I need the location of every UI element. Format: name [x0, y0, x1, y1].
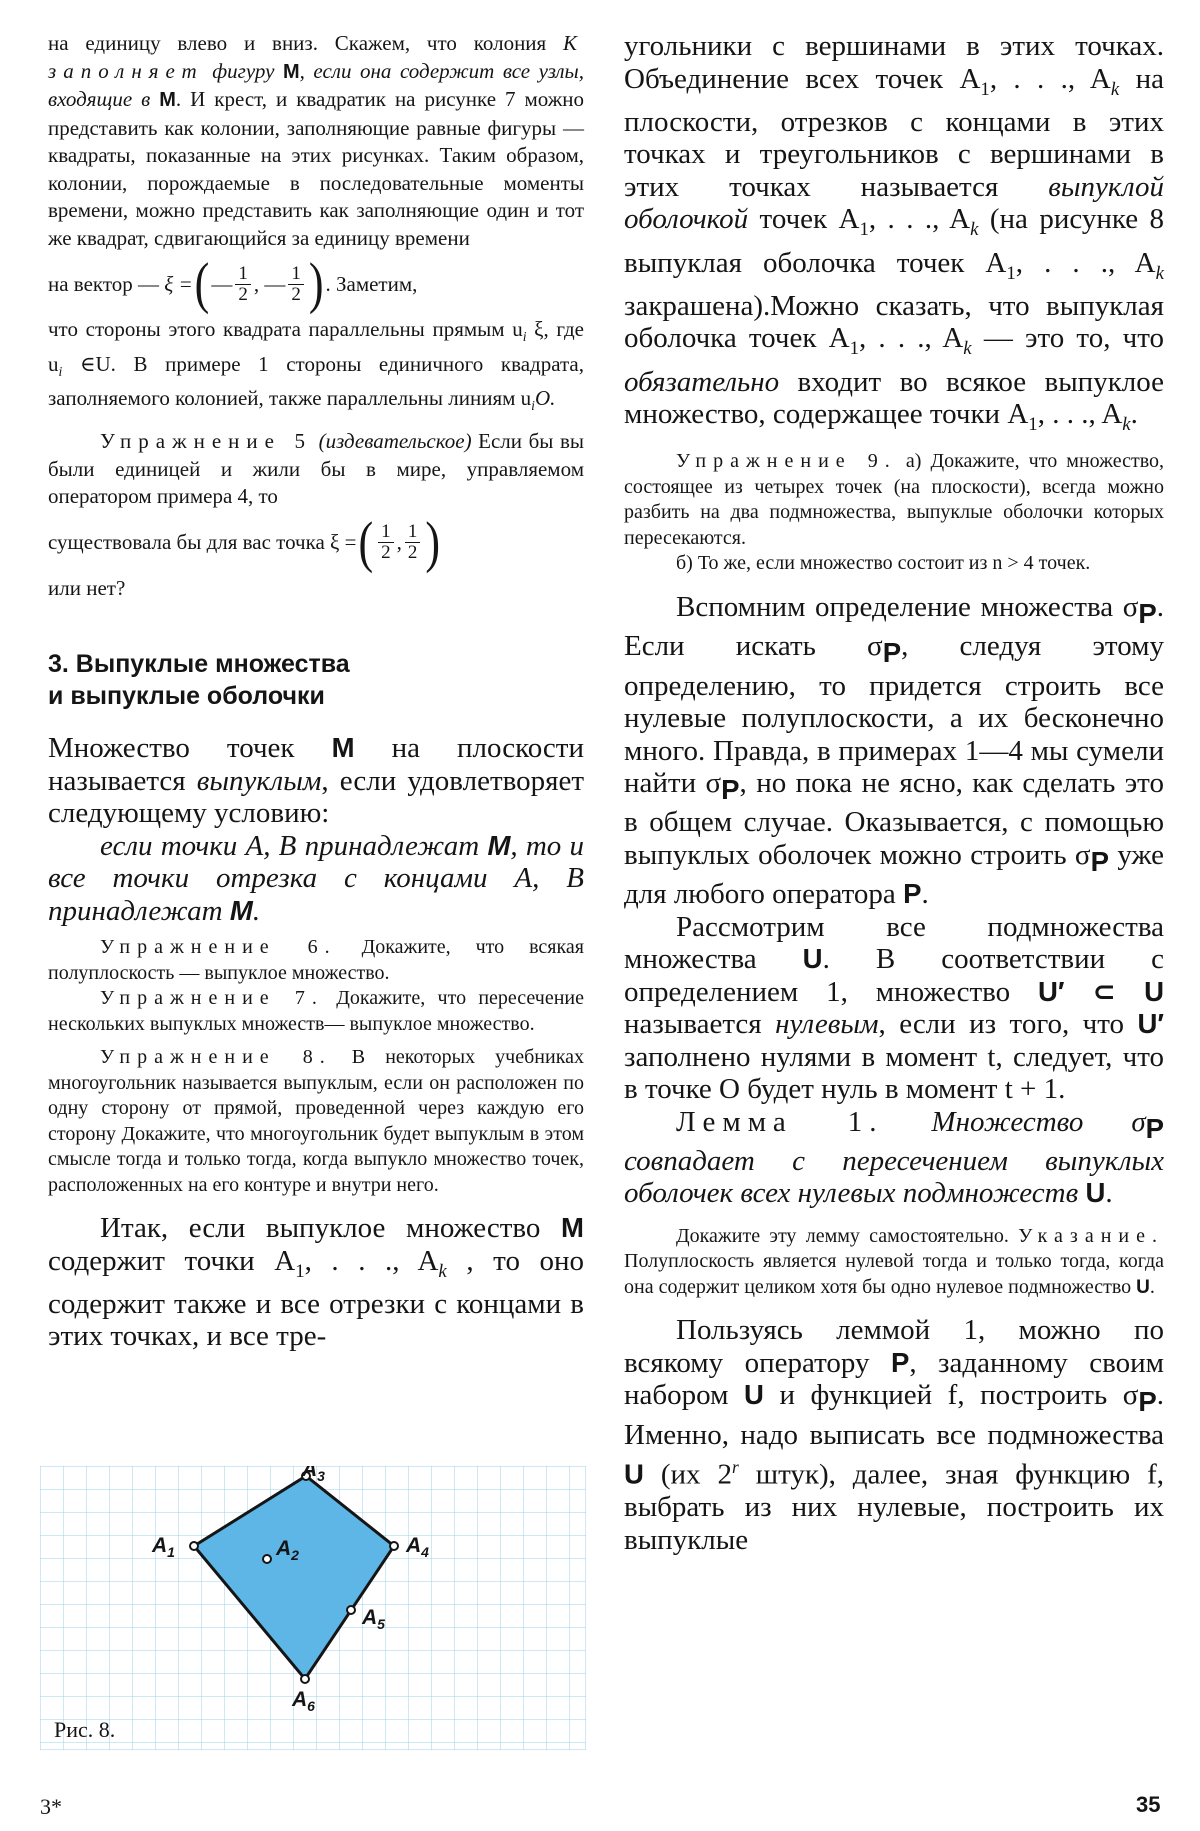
text: Докажите, что всякая полуплоскость — выпуклое множество. [48, 936, 584, 984]
label-subscript: 6 [307, 1698, 315, 1714]
text: P [882, 637, 902, 669]
exercise-7 [48, 986, 584, 1037]
text: k [1155, 262, 1164, 284]
left-column [48, 30, 584, 1353]
exercise-label: Упражнение 9. [676, 450, 897, 473]
text: . [1105, 1177, 1113, 1210]
point-a2 [263, 1555, 271, 1563]
figure-8 [40, 1466, 586, 1750]
paren-open: ( [194, 251, 210, 316]
text: 1 [295, 1260, 305, 1282]
text: М [331, 732, 355, 764]
text: , но пока не ясно, как сделать это в общем случае. Оказывается, с помощью выпуклых оболочек можно строить σ [624, 767, 1164, 871]
text: P [903, 878, 922, 910]
text: существовала бы для вас точка ξ = [48, 530, 357, 555]
comma: , [396, 530, 402, 555]
text: P [1090, 845, 1109, 877]
numerator: 1 [288, 264, 304, 285]
text: U′ [1137, 1008, 1164, 1040]
text: закрашена).Можно сказать, что выпуклая оболочка точек A [624, 289, 1164, 355]
exercise-5 [48, 428, 584, 511]
text: Если бы вы были единицей и жили бы в мире, управляемом оператором примера 4, то [48, 429, 585, 509]
signature-mark: 3* [40, 1794, 62, 1819]
text: P [1138, 597, 1157, 629]
comma: , — [253, 271, 286, 296]
text: К заполняет [48, 31, 584, 83]
paragraph-itak [48, 1212, 584, 1353]
text: на единицу влево и вниз. Скажем, что колония [48, 31, 564, 55]
text: нулевым [775, 1008, 879, 1041]
text: . В соответствии с определением 1, множество [624, 943, 1165, 1008]
text: P [721, 773, 740, 805]
text: Множество σ [883, 1105, 1146, 1138]
text: 1 [849, 338, 859, 360]
text: на вектор — [48, 271, 159, 296]
definition-condition [48, 830, 584, 928]
paragraph-construct [624, 1314, 1164, 1556]
text: U [802, 943, 823, 975]
text: угольники с вершинами в этих точках. Объединение всех точек A [624, 30, 1164, 95]
text: U [624, 1458, 644, 1490]
exercise-9b: б) То же, если множество состоит из n > 4 точек. [676, 552, 1091, 575]
label-subscript: 5 [377, 1616, 385, 1632]
exercise-label: Упражнение 6. [100, 936, 337, 959]
paren-close: ) [425, 510, 441, 574]
denominator: 2 [407, 542, 418, 564]
text: 1 [859, 219, 869, 241]
lemma-proof-hint [624, 1224, 1164, 1301]
label-letter: A [292, 1688, 308, 1711]
fraction [288, 264, 304, 305]
fraction [378, 522, 394, 563]
text: Рассмотрим все подмножества множества [624, 910, 1164, 976]
section-heading [48, 648, 584, 712]
text: , . . ., A [868, 203, 971, 236]
paragraph-sides [48, 316, 584, 420]
lemma-label: Лемма 1. [676, 1105, 884, 1138]
minus: — [211, 271, 233, 296]
exercise-label: Упражнение 7. [100, 987, 324, 1010]
text: i [531, 398, 535, 414]
text: — это то, что [971, 322, 1164, 355]
text: r [732, 1457, 739, 1478]
text: штук), далее, зная функцию f, выбрать из них нулевые, построить их выпуклые [624, 1458, 1164, 1556]
point-a6 [301, 1675, 309, 1683]
text: уже для любого оператора [624, 838, 1164, 911]
text: содержит точки A [48, 1244, 296, 1277]
paragraph-subsets [624, 911, 1164, 1106]
numerator: 1 [235, 264, 251, 285]
text: . Именно, надо выписать все подмножества [624, 1379, 1164, 1451]
label-subscript: 2 [291, 1547, 299, 1563]
text: точек A [748, 203, 860, 236]
text: , то и все точки отрезка с концами А, В принадлежат [48, 829, 584, 927]
text: выпуклым [196, 764, 322, 797]
text: , . . ., A [1015, 246, 1156, 279]
heading-line: и выпуклые оболочки [48, 682, 325, 711]
text: , . . ., A [859, 322, 964, 355]
text: на плоскости называется [48, 732, 584, 797]
text: ∈U. В примере 1 стороны единичного квадрата, заполняемого колонией, также параллельны линиям u [48, 351, 584, 411]
text: Докажите эту лемму самостоятельно. [676, 1224, 1019, 1247]
text: 1 [1006, 262, 1016, 284]
fraction [235, 264, 251, 305]
text: заполнено нулями в момент t, следует, что в точке O будет нуль в момент t + 1. [624, 1040, 1164, 1106]
text: 1 [1028, 413, 1038, 435]
text: . Если искать σ [624, 590, 1164, 663]
text: , заданному своим набором [624, 1346, 1164, 1412]
text: М [283, 60, 300, 83]
text: . [921, 878, 929, 911]
text: что стороны этого квадрата параллельны прямым u [48, 317, 523, 341]
text: i [522, 329, 527, 345]
text: В некоторых учебниках многоугольник называется выпуклым, если он расположен по одну сторону от прямой, проведенной через каждую его сторону Докажите, что многоугольник будет выпуклым в этом смысле тогда и только тогда, когда выпукло множество точек, расположенных на его контуре и внутри него. [48, 1046, 584, 1196]
text: Вспомним определение множества σ [676, 590, 1139, 623]
text: входит во всякое выпуклое множество, содержащее точки A [624, 365, 1164, 431]
text: k [970, 219, 979, 241]
label-letter: A [276, 1537, 292, 1560]
text: ξ, где u [48, 317, 585, 376]
text: (их 2 [643, 1458, 732, 1491]
exercise-label: Упражнение 5 [100, 429, 313, 454]
text: , . . ., A [989, 62, 1111, 95]
right-column [624, 30, 1164, 1556]
paragraph-hull [624, 30, 1164, 441]
label-letter: A [152, 1534, 168, 1557]
definition-convex [48, 732, 584, 830]
figure-caption: Рис. 8. [54, 1717, 116, 1742]
denominator: 2 [291, 283, 301, 305]
text: М [229, 894, 253, 926]
exercise-label: Упражнение 8. [100, 1046, 332, 1069]
text: (на рисунке 8 выпуклая оболочка точек A [624, 203, 1164, 279]
text: . И крест, и квадратик на рисунке 7 можно представить как колонии, заполняющие равные фигуры — квадраты, показанные на этих рисунках. Таким образом, колонии, порождаемые в последовательные моменты времени, можно представить как заполняющие один и тот же квадрат, сдвигающийся за единицу времени [48, 87, 584, 250]
exercise-6 [48, 935, 584, 986]
text: O. [534, 386, 556, 411]
vector-formula [48, 252, 584, 316]
text: U [1136, 1276, 1150, 1298]
text: , если она содержит все узлы, входящие в [48, 58, 584, 111]
text: Докажите, что пересечение нескольких выпуклых множеств— выпуклое множество. [48, 987, 585, 1035]
text: P [1138, 1386, 1157, 1418]
text: ξ = [164, 271, 193, 296]
text: если точки А, В принадлежат [100, 829, 488, 862]
text: М [487, 829, 511, 861]
convex-hull-diagram [40, 1466, 586, 1750]
label-letter: A [406, 1534, 422, 1557]
text: , если из того, что [878, 1008, 1138, 1041]
point-a1 [190, 1542, 198, 1550]
paren-open: ( [358, 510, 374, 574]
text: U′ ⊂ U [1038, 975, 1164, 1007]
text: . [1149, 1275, 1155, 1298]
text: и функцией f, построить σ [763, 1379, 1139, 1412]
label-letter: A [302, 1466, 318, 1481]
lemma-1 [624, 1106, 1164, 1210]
denominator: 2 [381, 542, 391, 564]
page-number: 35 [1136, 1792, 1161, 1817]
text: k [1110, 78, 1120, 100]
text: фигуру [203, 58, 284, 83]
text: k [438, 1260, 447, 1282]
exercise-8 [48, 1045, 584, 1198]
numerator: 1 [378, 522, 394, 543]
fraction [405, 522, 421, 563]
paragraph-colony [48, 30, 584, 252]
text: P [890, 1346, 910, 1378]
text: . [1130, 398, 1138, 431]
text: i [58, 363, 63, 379]
heading-line: 3. Выпуклые множества [48, 650, 350, 679]
paragraph-sigma [624, 591, 1164, 911]
label-subscript: 3 [317, 1468, 325, 1484]
denominator: 2 [238, 283, 248, 305]
text: , если удовлетворяет следующему условию: [48, 764, 585, 830]
text: Множество точек [48, 732, 332, 765]
text: Полуплоскость является нулевой тогда и только тогда, когда она содержит целиком хотя бы одно нулевое подмножество [624, 1250, 1164, 1298]
text: . [252, 894, 261, 927]
text: М [159, 89, 176, 111]
text: обязательно [624, 365, 780, 398]
text: U [744, 1379, 764, 1411]
exercise-9 [624, 449, 1164, 551]
label-subscript: 4 [421, 1544, 429, 1560]
text: 1 [980, 78, 990, 100]
text: совпадает с пересечением выпуклых оболочек всех нулевых подмножеств [624, 1144, 1164, 1210]
point-a4 [390, 1542, 398, 1550]
text: М [561, 1212, 584, 1244]
paren-close: ) [308, 251, 324, 316]
text: Пользуясь леммой 1, можно по всякому оператору [624, 1314, 1164, 1379]
text: k [963, 338, 972, 360]
label-letter: A [362, 1606, 378, 1629]
text: (издевательское) [318, 429, 472, 454]
text: , . . ., A [304, 1244, 439, 1277]
text: выпуклой оболочкой [624, 170, 1164, 236]
text: , . . ., A [1037, 398, 1123, 431]
label-subscript: 1 [167, 1544, 175, 1560]
text: , то оно содержит также и все отрезки с концами в этих точках, и все тре- [48, 1244, 585, 1353]
text: а) Докажите, что множество, состоящее из четырех точек (на плоскости), всегда можно разбить на два подмножества, выпуклые оболочки которых пересекаются. [624, 450, 1164, 549]
exercise-5-end: или нет? [48, 575, 126, 600]
text: на плоскости, отрезков с концами в этих точках и треугольников с вершинами в этих точках называется [624, 62, 1164, 203]
text: называется [624, 1008, 776, 1041]
hint-label: Указание. [1018, 1224, 1164, 1247]
text: U [1085, 1177, 1106, 1209]
numerator: 1 [405, 522, 421, 543]
point-a5 [347, 1606, 355, 1614]
text: . Заметим, [325, 271, 418, 296]
text: P [1145, 1112, 1165, 1144]
text: Итак, если выпуклое множество [100, 1212, 562, 1245]
exercise-5-formula [48, 511, 584, 575]
text: k [1122, 413, 1131, 435]
text: , следуя этому определению, то придется строить все нулевые полуплоскости, а их бесконечно много. Правда, в примерах 1—4 мы сумели найти σ [624, 630, 1164, 800]
